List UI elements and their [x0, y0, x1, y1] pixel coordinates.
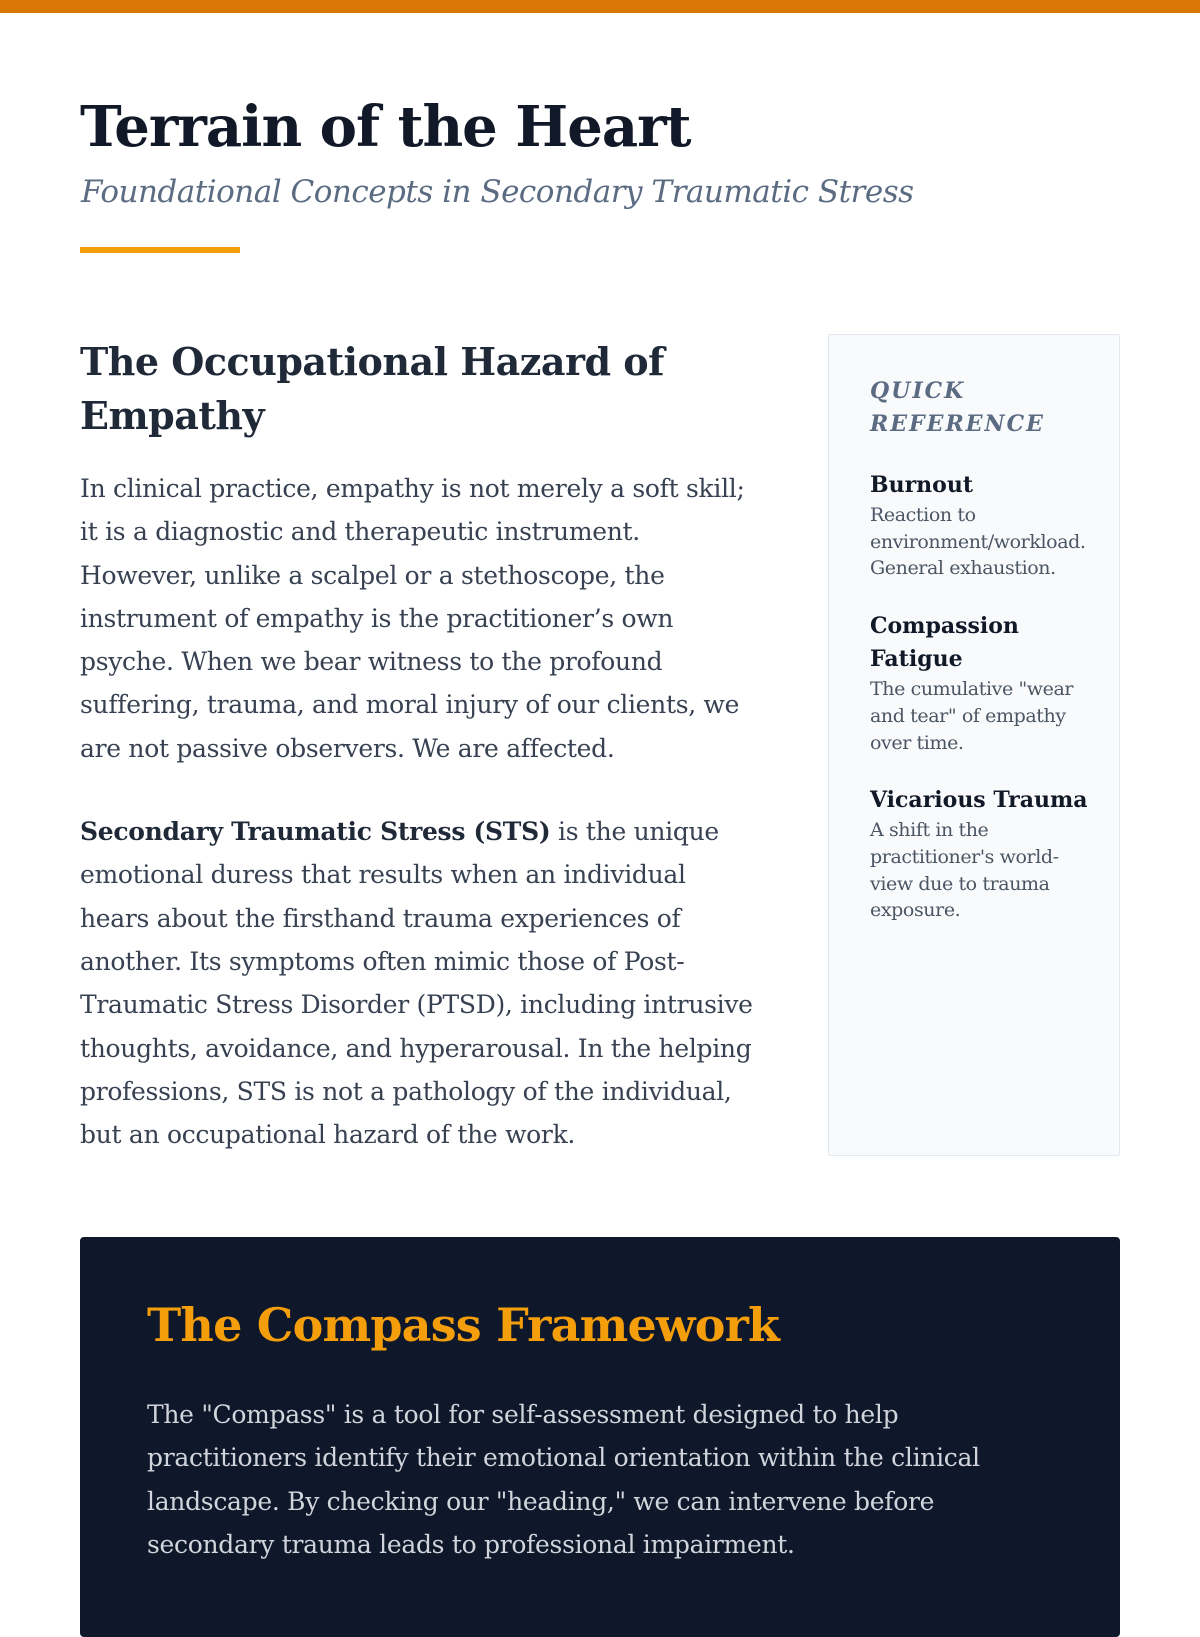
quick-reference-panel: [828, 334, 1120, 1156]
page-subtitle: Foundational Concepts in Secondary Traumatic Stress: [81, 174, 914, 210]
reference-term: Compassion Fatigue: [870, 613, 1019, 673]
title-divider: [80, 247, 240, 253]
intro-paragraph: In clinical practice, empathy is not merely a soft skill; it is a diagnostic and therapeutic instrument. However, unlike a scalpel or a stethoscope, the instrument of empathy is the practitioner’s own psyche. When we bear witness to the profound suffering, trauma, and moral injury of our clients, we are not passive observers. We are affected.: [80, 474, 745, 763]
reference-definition: The cumulative "wear and tear" of empathy over time.: [870, 678, 1074, 754]
top-accent-bar: [0, 0, 1200, 13]
reference-item-compassion-fatigue: [870, 610, 1099, 756]
main-content: [80, 335, 760, 1196]
reference-item-burnout: [870, 469, 1099, 582]
compass-framework-panel: [80, 1237, 1120, 1637]
reference-item-vicarious-trauma: [870, 784, 1099, 924]
reference-term: Burnout: [870, 472, 974, 498]
reference-definition: A shift in the practitioner's world-view due to trauma exposure.: [870, 819, 1059, 922]
reference-term: Vicarious Trauma: [870, 787, 1088, 814]
sts-description: is the unique emotional duress that results when an individual hears about the firsthand trauma experiences of another. Its symptoms often mimic those of Post-Traumatic Stress Disorder (PTSD), including intrusive thoughts, avoidance, and hyperarousal. In the helping professions, STS is not a pathology of the individual, but an occupational hazard of the work.: [80, 817, 753, 1150]
quick-reference-heading: QUICK REFERENCE: [870, 378, 1045, 437]
sts-term: Secondary Traumatic Stress (STS): [80, 817, 551, 847]
compass-heading: The Compass Framework: [147, 1298, 780, 1352]
sts-paragraph: [80, 810, 760, 1156]
section-heading: The Occupational Hazard of Empathy: [80, 339, 664, 438]
page-title: Terrain of the Heart: [80, 94, 691, 160]
reference-definition: Reaction to environment/workload. General exhaustion.: [870, 504, 1086, 580]
compass-description: The "Compass" is a tool for self-assessment designed to help practitioners identify their emotional orientation within the clinical landscape. By checking our "heading," we can intervene before secondary trauma leads to professional impairment.: [147, 1400, 980, 1559]
